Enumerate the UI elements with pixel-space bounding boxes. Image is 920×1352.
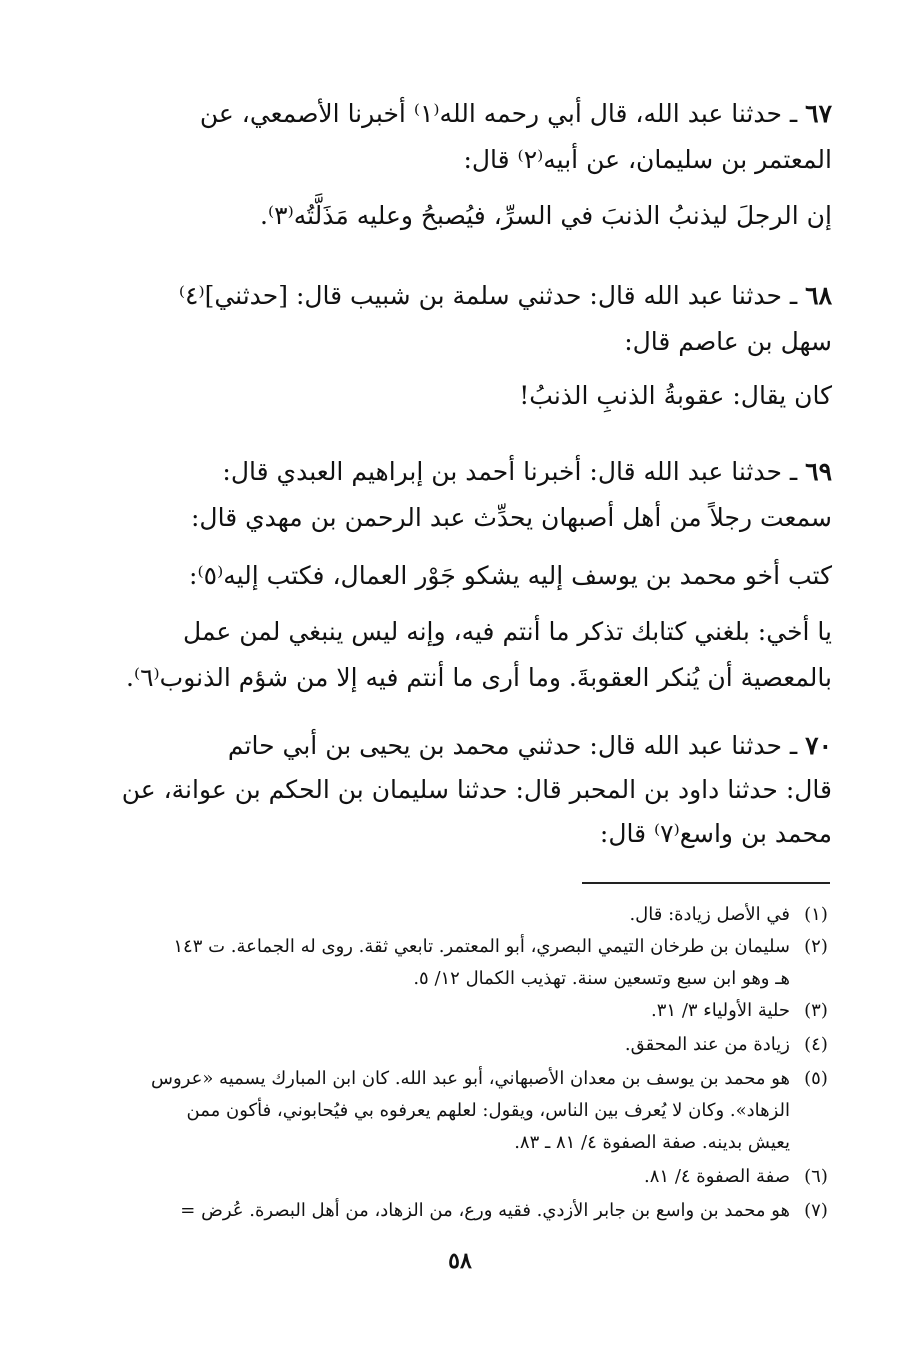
entry-67-line-1 [200, 94, 832, 134]
entry-number: ٦٩ [805, 457, 832, 486]
footnote-number: (٦) [804, 1166, 828, 1187]
entry-70-line-1 [228, 726, 832, 766]
entry-67-quote: إن الرجلَ ليذنبُ الذنبَ في السرِّ، فيُصبحُ وعليه مَذَلَّتُه⁽٣⁾. [260, 201, 832, 230]
footnote-2-text-1: سليمان بن طرخان التيمي البصري، أبو المعتمر. تابعي ثقة. روى له الجماعة. ت ١٤٣ [173, 936, 790, 957]
entry-number: ٦٧ [805, 99, 832, 128]
entry-number: ٦٨ [805, 281, 832, 310]
entry-69-quote-3: بالمعصية أن يُنكر العقوبةَ. وما أرى ما أنتم فيه إلا من شؤم الذنوب⁽٦⁾. [126, 663, 832, 692]
entry-text: ـ حدثنا عبد الله، قال أبي رحمه الله⁽١⁾ أخبرنا الأصمعي، عن [199, 99, 806, 128]
entry-69-line-2: سمعت رجلاً من أهل أصبهان يحدِّث عبد الرحمن بن مهدي قال: [190, 503, 832, 532]
footnote-number: (٥) [804, 1068, 828, 1089]
page-number: ٥٨ [448, 1248, 472, 1274]
footnote-number: (١) [804, 904, 828, 925]
entry-70-line-3: محمد بن واسع⁽٧⁾ قال: [599, 819, 832, 848]
entry-70-line-2: قال: حدثنا داود بن المحبر قال: حدثنا سليمان بن الحكم بن عوانة، عن [121, 775, 832, 804]
entry-number: ٧٠ [805, 731, 832, 760]
footnote-number: (٤) [804, 1034, 828, 1055]
footnote-5-text-2: الزهاد». وكان لا يُعرف بين الناس، ويقول: لعلهم يعرفوه بي فيُحابوني، فأكون ممن [186, 1100, 790, 1121]
footnote-6-text: صفة الصفوة ٤/ ٨١. [644, 1166, 790, 1187]
entry-69-quote-1: كتب أخو محمد بن يوسف إليه يشكو جَوْر العمال، فكتب إليه⁽٥⁾: [189, 561, 832, 590]
entry-text: ـ حدثنا عبد الله قال: حدثني محمد بن يحيى بن أبي حاتم [227, 731, 806, 760]
entry-69-quote-2: يا أخي: بلغني كتابك تذكر ما أنتم فيه، وإنه ليس ينبغي لمن عمل [183, 617, 832, 646]
footnote-number: (٧) [804, 1200, 828, 1221]
footnote-number: (٢) [804, 936, 828, 957]
footnote-1-text: في الأصل زيادة: قال. [629, 904, 790, 925]
entry-67-line-2: المعتمر بن سليمان، عن أبيه⁽٢⁾ قال: [463, 145, 832, 174]
entry-68-line-1 [179, 276, 832, 316]
footnote-7-text: هو محمد بن واسع بن جابر الأزدي. فقيه ورع، من الزهاد، من أهل البصرة. عُرض = [180, 1200, 790, 1221]
footnote-number: (٣) [804, 1000, 828, 1021]
footnote-3-text: حلية الأولياء ٣/ ٣١. [651, 1000, 790, 1021]
footnote-5-text-3: يعيش بدينه. صفة الصفوة ٤/ ٨١ ـ ٨٣. [514, 1132, 790, 1153]
entry-text: ـ حدثنا عبد الله قال: حدثني سلمة بن شبيب قال: [حدثني]⁽٤⁾ [178, 281, 806, 310]
entry-68-line-2: سهل بن عاصم قال: [624, 327, 832, 356]
footnote-4-text: زيادة من عند المحقق. [624, 1034, 790, 1055]
entry-69-line-1 [222, 452, 832, 492]
entry-text: ـ حدثنا عبد الله قال: أخبرنا أحمد بن إبراهيم العبدي قال: [222, 457, 806, 486]
entry-68-quote: كان يقال: عقوبةُ الذنبِ الذنبُ! [519, 381, 832, 410]
footnote-5-text-1: هو محمد بن يوسف بن معدان الأصبهاني، أبو عبد الله. كان ابن المبارك يسميه «عروس [150, 1068, 790, 1089]
footnote-separator [582, 882, 830, 884]
footnote-2-text-2: هـ وهو ابن سبع وتسعين سنة. تهذيب الكمال ١٢/ ٥. [413, 968, 790, 989]
